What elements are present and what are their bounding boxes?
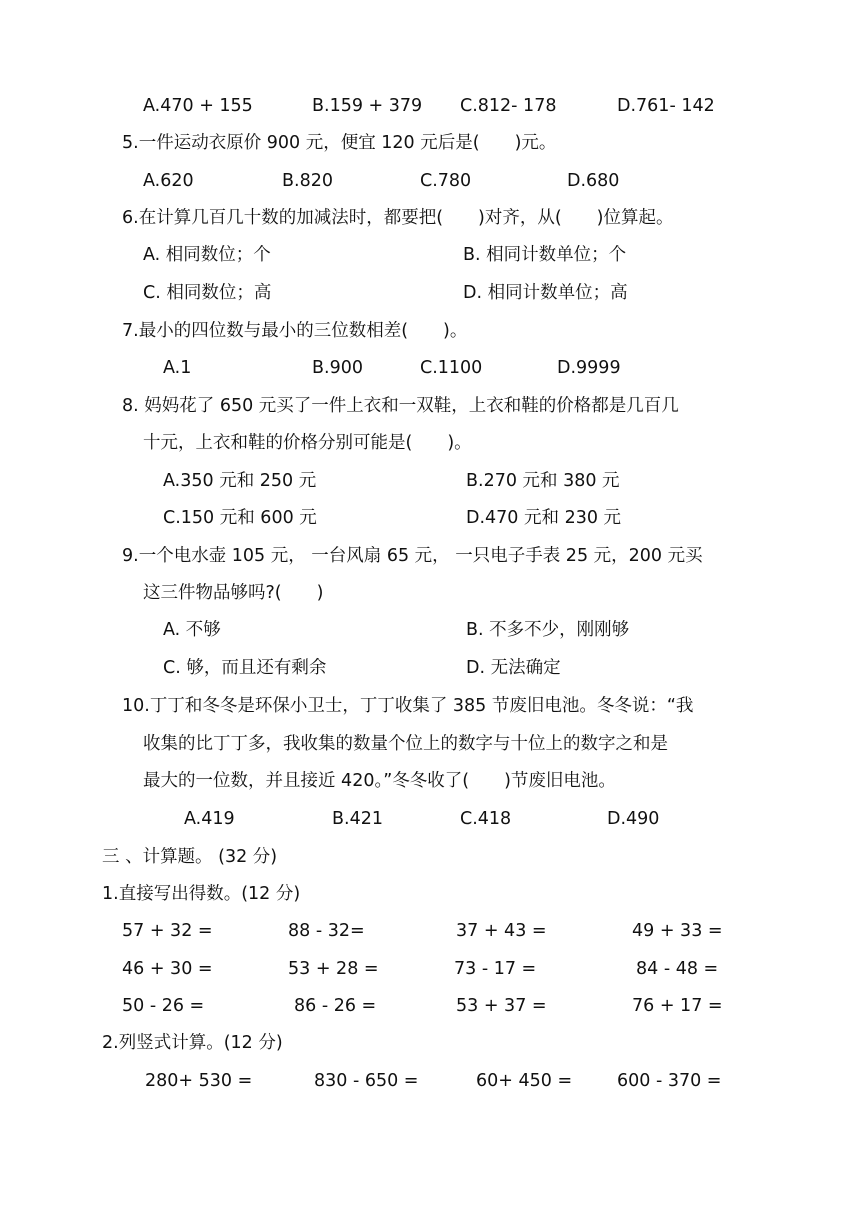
q6-option-d: D. 相同计数单位；高: [463, 283, 628, 303]
q8-stem-line-1: 8. 妈妈花了 650 元买了一件上衣和一双鞋，上衣和鞋的价格都是几百几: [122, 396, 679, 416]
oral-calc-item: 73 - 17 =: [454, 959, 537, 979]
vertical-calc-item: 830 - 650 =: [314, 1071, 419, 1091]
q10-stem-line-3: 最大的一位数，并且接近 420。”冬冬收了( )节废旧电池。: [143, 771, 616, 791]
q6-option-a: A. 相同数位；个: [143, 245, 271, 265]
oral-calc-item: 57 + 32 =: [122, 921, 213, 941]
q4-option-a: A.470 + 155: [143, 96, 253, 116]
oral-calc-item: 50 - 26 =: [122, 996, 205, 1016]
section-3-title: 三 、计算题。 (32 分): [102, 847, 278, 867]
oral-calc-item: 46 + 30 =: [122, 959, 213, 979]
q8-option-a: A.350 元和 250 元: [163, 471, 317, 491]
vertical-calc-item: 60+ 450 =: [476, 1071, 573, 1091]
q9-option-b: B. 不多不少，刚刚够: [466, 620, 630, 640]
q10-option-c: C.418: [460, 809, 512, 829]
q6-stem: 6.在计算几百几十数的加减法时，都要把( )对齐，从( )位算起。: [122, 208, 674, 228]
q7-option-d: D.9999: [557, 358, 621, 378]
q8-stem-line-2: 十元，上衣和鞋的价格分别可能是( )。: [143, 433, 472, 453]
q8-option-c: C.150 元和 600 元: [163, 508, 317, 528]
q4-option-c: C.812- 178: [460, 96, 557, 116]
q5-option-c: C.780: [420, 171, 472, 191]
q5-option-a: A.620: [143, 171, 194, 191]
oral-calc-item: 53 + 37 =: [456, 996, 547, 1016]
part-1-title: 1.直接写出得数。(12 分): [102, 884, 301, 904]
oral-calc-item: 84 - 48 =: [636, 959, 719, 979]
oral-calc-item: 49 + 33 =: [632, 921, 723, 941]
vertical-calc-item: 600 - 370 =: [617, 1071, 722, 1091]
q4-option-d: D.761- 142: [617, 96, 715, 116]
q9-stem-line-2: 这三件物品够吗?( ): [143, 583, 324, 603]
q10-option-a: A.419: [184, 809, 235, 829]
part-2-title: 2.列竖式计算。(12 分): [102, 1033, 283, 1053]
oral-calc-item: 88 - 32=: [288, 921, 365, 941]
q8-option-b: B.270 元和 380 元: [466, 471, 620, 491]
vertical-calc-item: 280+ 530 =: [145, 1071, 253, 1091]
oral-calc-item: 86 - 26 =: [294, 996, 377, 1016]
q5-stem: 5.一件运动衣原价 900 元，便宜 120 元后是( )元。: [122, 133, 557, 153]
q7-stem: 7.最小的四位数与最小的三位数相差( )。: [122, 321, 468, 341]
q8-option-d: D.470 元和 230 元: [466, 508, 622, 528]
q6-option-b: B. 相同计数单位；个: [463, 245, 627, 265]
q10-stem-line-1: 10.丁丁和冬冬是环保小卫士，丁丁收集了 385 节废旧电池。冬冬说：“我: [122, 696, 694, 716]
oral-calc-item: 37 + 43 =: [456, 921, 547, 941]
q10-option-d: D.490: [607, 809, 660, 829]
oral-calc-item: 53 + 28 =: [288, 959, 379, 979]
oral-calc-item: 76 + 17 =: [632, 996, 723, 1016]
q9-option-c: C. 够，而且还有剩余: [163, 658, 327, 678]
q9-stem-line-1: 9.一个电水壶 105 元， 一台风扇 65 元， 一只电子手表 25 元，200 元买: [122, 546, 703, 566]
q10-option-b: B.421: [332, 809, 383, 829]
q4-option-b: B.159 + 379: [312, 96, 423, 116]
q7-option-b: B.900: [312, 358, 363, 378]
q6-option-c: C. 相同数位；高: [143, 283, 272, 303]
q9-option-d: D. 无法确定: [466, 658, 561, 678]
q7-option-a: A.1: [163, 358, 192, 378]
q10-stem-line-2: 收集的比丁丁多，我收集的数量个位上的数字与十位上的数字之和是: [143, 734, 668, 754]
q5-option-b: B.820: [282, 171, 333, 191]
q5-option-d: D.680: [567, 171, 620, 191]
q7-option-c: C.1100: [420, 358, 483, 378]
q9-option-a: A. 不够: [163, 620, 221, 640]
